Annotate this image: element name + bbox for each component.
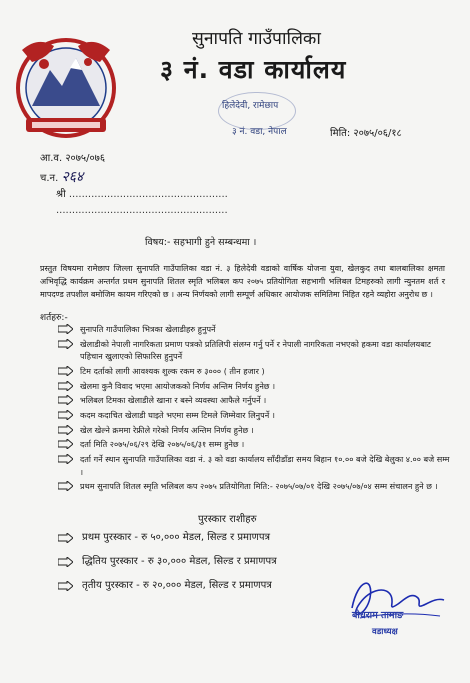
letter-number	[40, 167, 83, 186]
ward-chair-title: वडाध्यक्ष	[372, 627, 398, 637]
arrow-bullet-icon	[58, 381, 73, 391]
date-label: मिति:	[330, 128, 351, 139]
prize-item: तृतीय पुरस्कार - रु २०,००० मेडल, सिल्ड र प्रमाणपत्र	[58, 578, 358, 602]
ward-chair-name: बोधराम तामाङ	[352, 610, 404, 621]
condition-item: दर्ता मिति २०७५/०६/२९ देखि २०७५/०६/३१ सम्म हुनेछ ।	[58, 438, 450, 451]
date-value: २०७५/०६/१८	[353, 128, 402, 139]
recipient-blank-1: ..................................................	[68, 189, 228, 200]
subject-line: विषय:- सहभागी हुने सम्बन्धमा ।	[145, 237, 257, 248]
municipality-name: सुनापति गाउँपालिका	[192, 29, 321, 49]
condition-item: दर्ता गर्ने स्थान सुनापति गाउँपालिका वडा नं. ३ को वडा कार्यालय साँदीडाँडा समय बिहान १०.०० बजे देखि बेलुका ४.०० बजे सम्म ।	[58, 453, 450, 478]
recipient-line	[56, 186, 228, 200]
prizes-list	[58, 530, 358, 602]
prize-item: प्रथम पुरस्कार - रु ५०,००० मेडल, सिल्ड र प्रमाणपत्र	[58, 530, 358, 554]
fiscal-year: आ.व. २०७५/०७६	[40, 153, 106, 164]
condition-item: खेलमा कुनै विवाद भएमा आयोजकको निर्णय अन्तिम निर्णय हुनेछ ।	[58, 380, 450, 393]
arrow-bullet-icon	[58, 324, 73, 334]
arrow-bullet-icon	[58, 557, 73, 567]
arrow-bullet-icon	[58, 533, 73, 543]
arrow-bullet-icon	[58, 410, 73, 420]
condition-item: टिम दर्ताको लागी आवश्यक शुल्क रकम रु ३००० ( तीन हजार )	[58, 365, 450, 378]
letter-number-label: च.न.	[40, 173, 59, 184]
government-emblem-icon	[10, 28, 122, 143]
arrow-bullet-icon	[58, 454, 73, 464]
condition-item: खेलाडीको नेपाली नागरिकता प्रमाण पत्रको प्रतिलिपी संलग्न गर्नु पर्ने र नेपाली नागरिकता नभएको हकमा वडा कार्यालयबाट पहिचान खुलाएको सिफारिस हुनुपर्ने	[58, 338, 450, 363]
office-title: ३ नं. वडा कार्यालय	[160, 55, 347, 84]
arrow-bullet-icon	[58, 425, 73, 435]
stamp-line-1: हिलेदेवी, रामेछाप	[222, 101, 279, 111]
date	[330, 125, 402, 139]
stamp-line-2: ३ नं. वडा, नेपाल	[232, 127, 287, 137]
conditions-title: शर्तहरु:-	[40, 313, 68, 323]
arrow-bullet-icon	[58, 581, 73, 591]
arrow-bullet-icon	[58, 439, 73, 449]
condition-item: कदम कदाचित खेलाडी घाइते भएमा सम्म टिमले जिम्मेवार लिनुपर्ने ।	[58, 409, 450, 422]
recipient-label: श्री	[56, 189, 66, 200]
condition-item: भलिबल टिमका खेलाडीले खाना र बस्ने व्यवस्था आफैले गर्नुपर्ने ।	[58, 394, 450, 407]
arrow-bullet-icon	[58, 481, 73, 491]
conditions-list	[58, 323, 450, 495]
condition-item: प्रथम सुनापति शितल स्मृति भलिबल कप २०७५ प्रतियोगिता मिति:- २०७५/०७/०१ देखि २०७५/०७/०४ सम्म संचालन हुने छ ।	[58, 480, 450, 493]
condition-item: सुनापति गाउँपालिका भित्रका खेलाडीहरु हुनुपर्ने	[58, 323, 450, 336]
body-paragraph: प्रस्तुत विषयमा रामेछाप जिल्ला सुनापति गाउँपालिका वडा नं. ३ हिलेदेवी वडाको वार्षिक योजना युवा, खेलकुद तथा बालबालिका क्षमता अभिवृद्धि कार्यक्रम अन्तर्गत प्रथम सुनापति शितल स्मृति भलिबल कप २०७५ प्रतियोगिता सहभागी भलिबल टिमहरुको लागी न्युनतम शर्त र मापदण्ड तपशील बमोजिम कायम गरिएको छ । अन्य निर्णयको लागी सम्पूर्ण अधिकार आयोजक समितिमा निहित रहने व्यहोरा अनुरोध छ ।	[40, 264, 445, 299]
arrow-bullet-icon	[58, 366, 73, 376]
letter-number-value: २६४	[61, 169, 84, 185]
arrow-bullet-icon	[58, 339, 73, 349]
condition-item: खेल खेल्ने क्रममा रेफ्रीले गरेको निर्णय अन्तिम निर्णय हुनेछ ।	[58, 424, 450, 437]
prizes-title: पुरस्कार राशीहरु	[198, 514, 257, 525]
prize-item: द्धितिय पुरस्कार - रु ३०,००० मेडल, सिल्ड र प्रमाणपत्र	[58, 554, 358, 578]
arrow-bullet-icon	[58, 395, 73, 405]
recipient-blank-2: ......................................................	[56, 205, 228, 216]
